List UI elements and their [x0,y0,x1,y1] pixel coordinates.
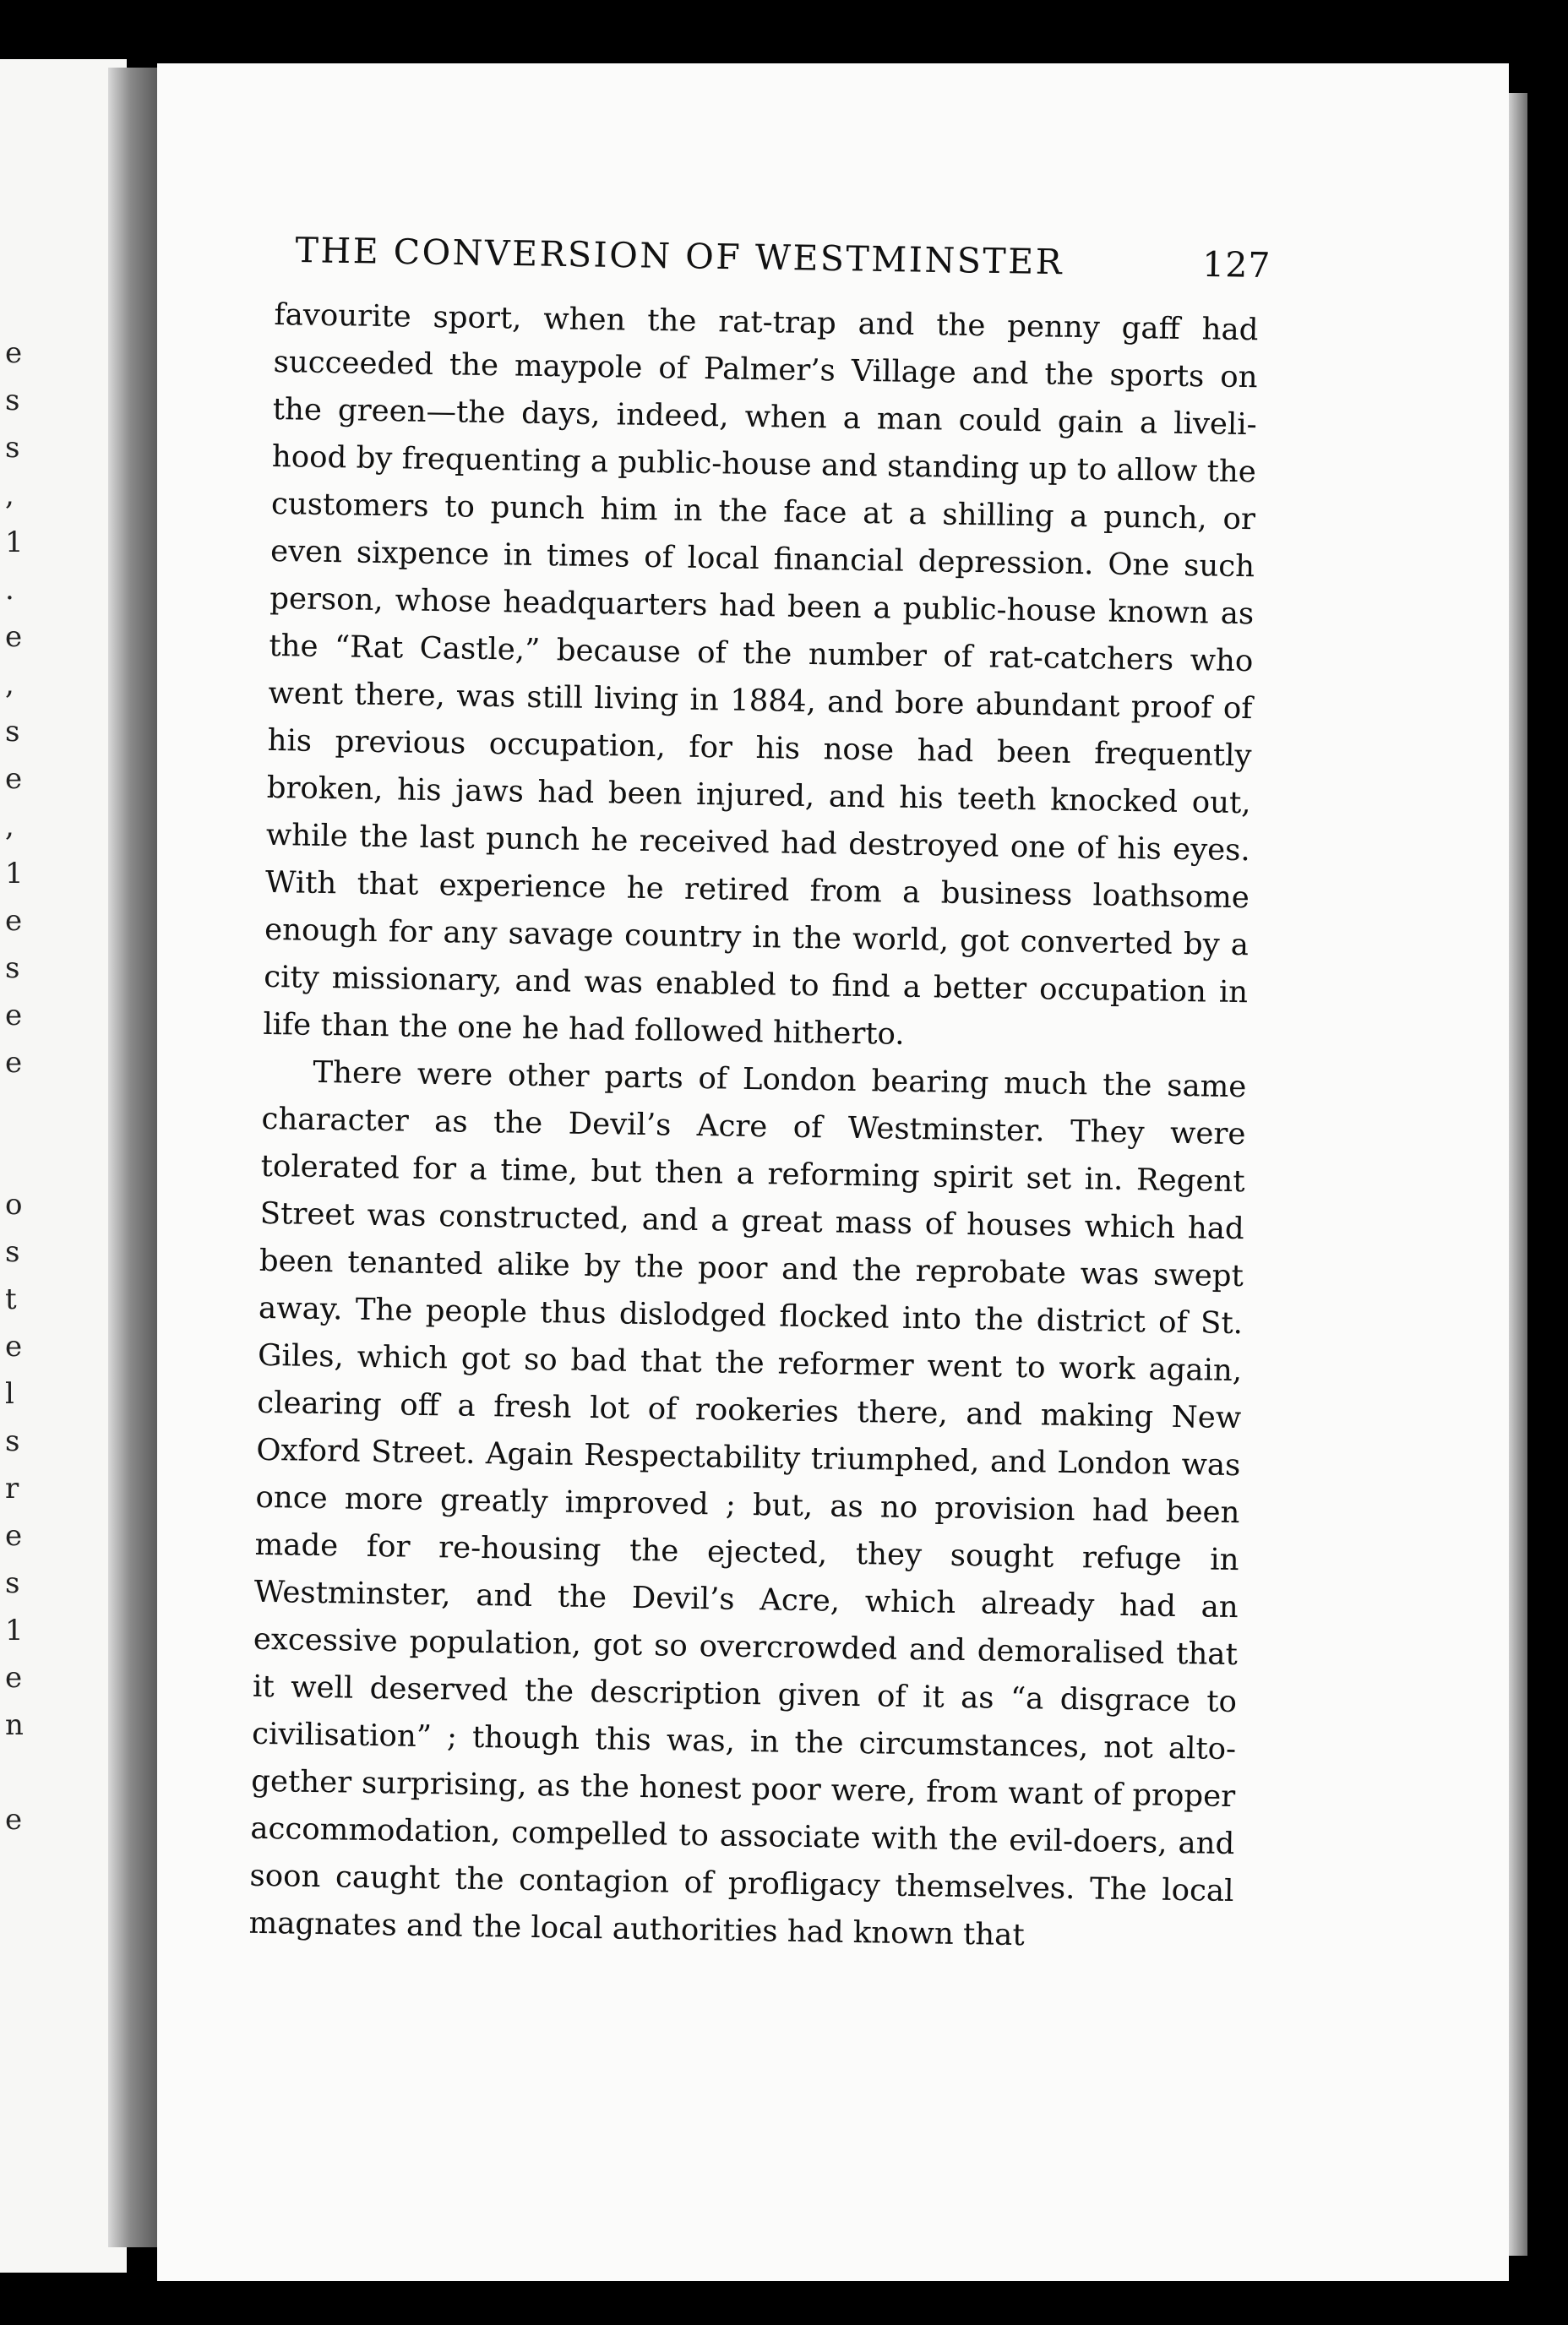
paragraph-1: favourite sport, when the rat-trap and the penny gaff had succeeded the maypole of Palmer’s Village and the sports on the green—the days, indeed, when a man could gain a liveli-hood by frequenting a public-house and standing up to allow the customers to punch him in the face at a shilling a punch, or even sixpence in times of local financial depression. One such person, whose headquarters had been a public-house known as the “Rat Castle,” because of the number of rat-catchers who went there, was still living in 1884, and bore abundant proof of his previous occupation, for his nose had been frequently broken, his jaws had been injured, and his teeth knocked out, while the last punch he received had destroyed one of his eyes. With that experience he retired from a business loathsome enough for any savage country in the world, got converted by a city missionary, and was enabled to find a better occupation in life than the one he had followed hitherto. [263,297,1259,1052]
book-gutter [108,68,157,2247]
page-edge [1509,93,1527,2256]
running-head-title: THE CONVERSION OF WESTMINSTER [295,230,1064,283]
page-number: 127 [1201,243,1271,286]
paragraph-2: There were other parts of London bearing much the same character as the Devil’s Acre of Westminster. They were tolerated for a time, but then a reforming spirit set in. Regent Street was constructed, and a great mass of houses which had been tenanted alike by the poor and the reprobate was swept away. The people thus dislodged flocked into the district of St. Giles, which got so bad that the reformer went to work again, clearing off a fresh lot of rookeries there, and making New Oxford Street. Again Respectability triumphed, and London was once more greatly improved ; but, as no provision had been made for re-housing the ejected, they sought refuge in Westminster, and the Devil’s Acre, which already had an excessive population, got so overcrowded and demoralised that it well deserved the description given of it as “a disgrace to civilisation” ; though this was, in the circumstances, not alto-gether surprising, as the honest poor were, from want of proper accommodation, compelled to associate with the evil-doers, and soon caught the contagion of profligacy themselves. The local magnates and the local authorities had known that [248,1054,1247,1953]
body-text [248,291,1259,1963]
scan-mark [1139,0,1147,19]
left-page-margin-text: e s s , 1 . e , s e , 1 e s e e o s t e l s r e s 1 e n e [5,336,24,1837]
